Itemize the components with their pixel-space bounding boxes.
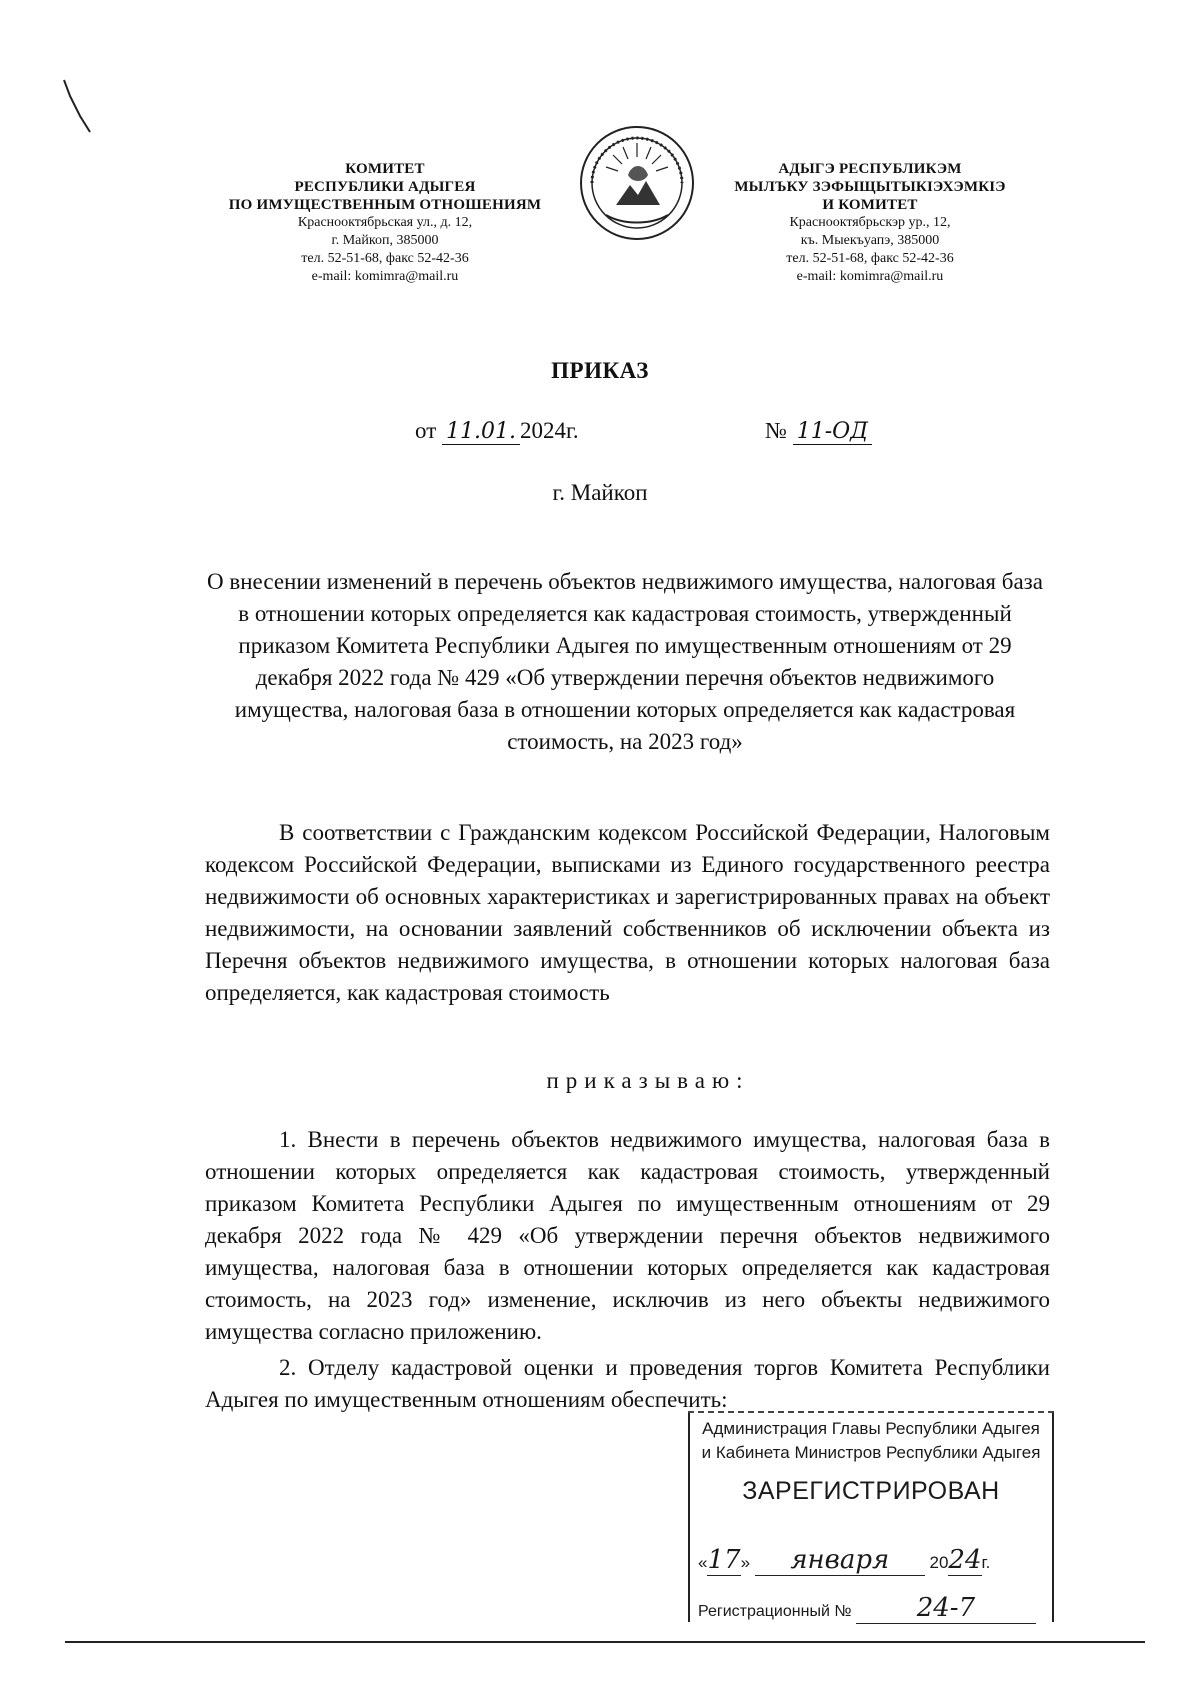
order-item-1: 1. Внести в перечень объектов недвижимого имущества, налоговая база в отношении которых определяется как кадастровая стоимость, утвержденный приказом Комитета Республики Адыгея по имущественным отношениям от 29 декабря 2022 года № 429 «Об утверждении перечня объектов недвижимого имущества, налоговая база в отношении которых определяется как кадастровая стоимость, на 2023 год» изменение, исключив из него объекты недвижимого имущества согласно приложению.	[205, 1127, 1050, 1344]
day-quote-open: «	[698, 1553, 708, 1572]
coat-of-arms-emblem	[578, 123, 696, 243]
stamp-top-border	[688, 1411, 1054, 1413]
address-line: къ. Мыекъуапэ, 385000	[800, 233, 940, 248]
date-prefix: от	[415, 418, 437, 443]
handwritten-month: января	[755, 1545, 925, 1576]
document-title: ПРИКАЗ	[551, 358, 649, 383]
handwritten-day: 17	[707, 1545, 741, 1575]
address-line: Краснооктябрьская ул., д. 12,	[297, 215, 473, 230]
handwritten-date: 11.01.	[442, 419, 520, 445]
number-sign: №	[765, 418, 787, 443]
org-name-line: И КОМИТЕТ	[822, 197, 918, 213]
address-line: Краснооктябрьскэр ур., 12,	[789, 215, 951, 230]
year-prefix: 20	[929, 1553, 949, 1572]
stamp-registration-date	[698, 1545, 1050, 1576]
address-line: г. Майкоп, 385000	[331, 233, 439, 248]
address-line: тел. 52-51-68, факс 52-42-36	[301, 251, 469, 266]
stamp-organization	[690, 1417, 1052, 1465]
order-date	[415, 418, 579, 445]
header-left-russian	[200, 160, 570, 286]
address-line: тел. 52-51-68, факс 52-42-36	[786, 251, 954, 266]
stamp-org-line: и Кабинета Министров Республики Адыгея	[701, 1443, 1041, 1462]
registration-stamp	[688, 1411, 1054, 1622]
handwritten-reg-number: 24-7	[856, 1593, 1036, 1624]
date-year: 2024г.	[519, 418, 579, 443]
order-number	[765, 418, 872, 445]
stamp-registration-number	[698, 1593, 1036, 1624]
org-name-line: ПО ИМУЩЕСТВЕННЫМ ОТНОШЕНИЯМ	[228, 197, 542, 213]
org-name-line: КОМИТЕТ	[345, 161, 425, 177]
org-name-line: АДЫГЭ РЕСПУБЛИКЭМ	[778, 161, 962, 177]
handwritten-year: 24	[948, 1545, 982, 1575]
pen-stroke-mark	[60, 76, 100, 136]
email-line: e-mail: komimra@mail.ru	[796, 269, 944, 284]
header-right-adyghe	[710, 160, 1030, 286]
order-item-2: 2. Отделу кадастровой оценки и проведения торгов Комитета Республики Адыгея по имущественным отношениям обеспечить:	[205, 1355, 1050, 1412]
reg-label: Регистрационный №	[698, 1603, 852, 1620]
order-subject: О внесении изменений в перечень объектов недвижимого имущества, налоговая база в отношении которых определяется как кадастровая стоимость, утвержденный приказом Комитета Республики Адыгея по имущественным отношениям от 29 декабря 2022 года № 429 «Об утверждении перечня объектов недвижимого имущества, налоговая база в отношении которых определяется как кадастровая стоимость, на 2023 год»	[207, 569, 1043, 754]
year-unit: г.	[981, 1553, 991, 1572]
stamp-org-line: Администрация Главы Республики Адыгея	[702, 1419, 1040, 1438]
handwritten-number: 11-ОД	[793, 419, 872, 445]
order-directive-word: приказываю:	[546, 1068, 750, 1093]
stamp-title: ЗАРЕГИСТРИРОВАН	[742, 1477, 1000, 1505]
org-name-line: МЫЛЪКУ ЗЭФЫЩЫТЫКIЭХЭМКIЭ	[734, 179, 1006, 195]
footer-divider	[65, 1641, 1145, 1643]
email-line: e-mail: komimra@mail.ru	[311, 269, 459, 284]
org-name-line: РЕСПУБЛИКИ АДЫГЕЯ	[294, 179, 476, 195]
city-name: г. Майкоп	[552, 480, 648, 505]
day-quote-close: »	[740, 1553, 751, 1572]
preamble-paragraph: В соответствии с Гражданским кодексом Российской Федерации, Налоговым кодексом Российской Федерации, выписками из Единого государственного реестра недвижимости об основных характеристиках и зарегистрированных правах на объект недвижимости, на основании заявлений собственников об исключении объекта из Перечня объектов недвижимого имущества, в отношении которых налоговая база определяется, как кадастровая стоимость	[205, 820, 1050, 1005]
